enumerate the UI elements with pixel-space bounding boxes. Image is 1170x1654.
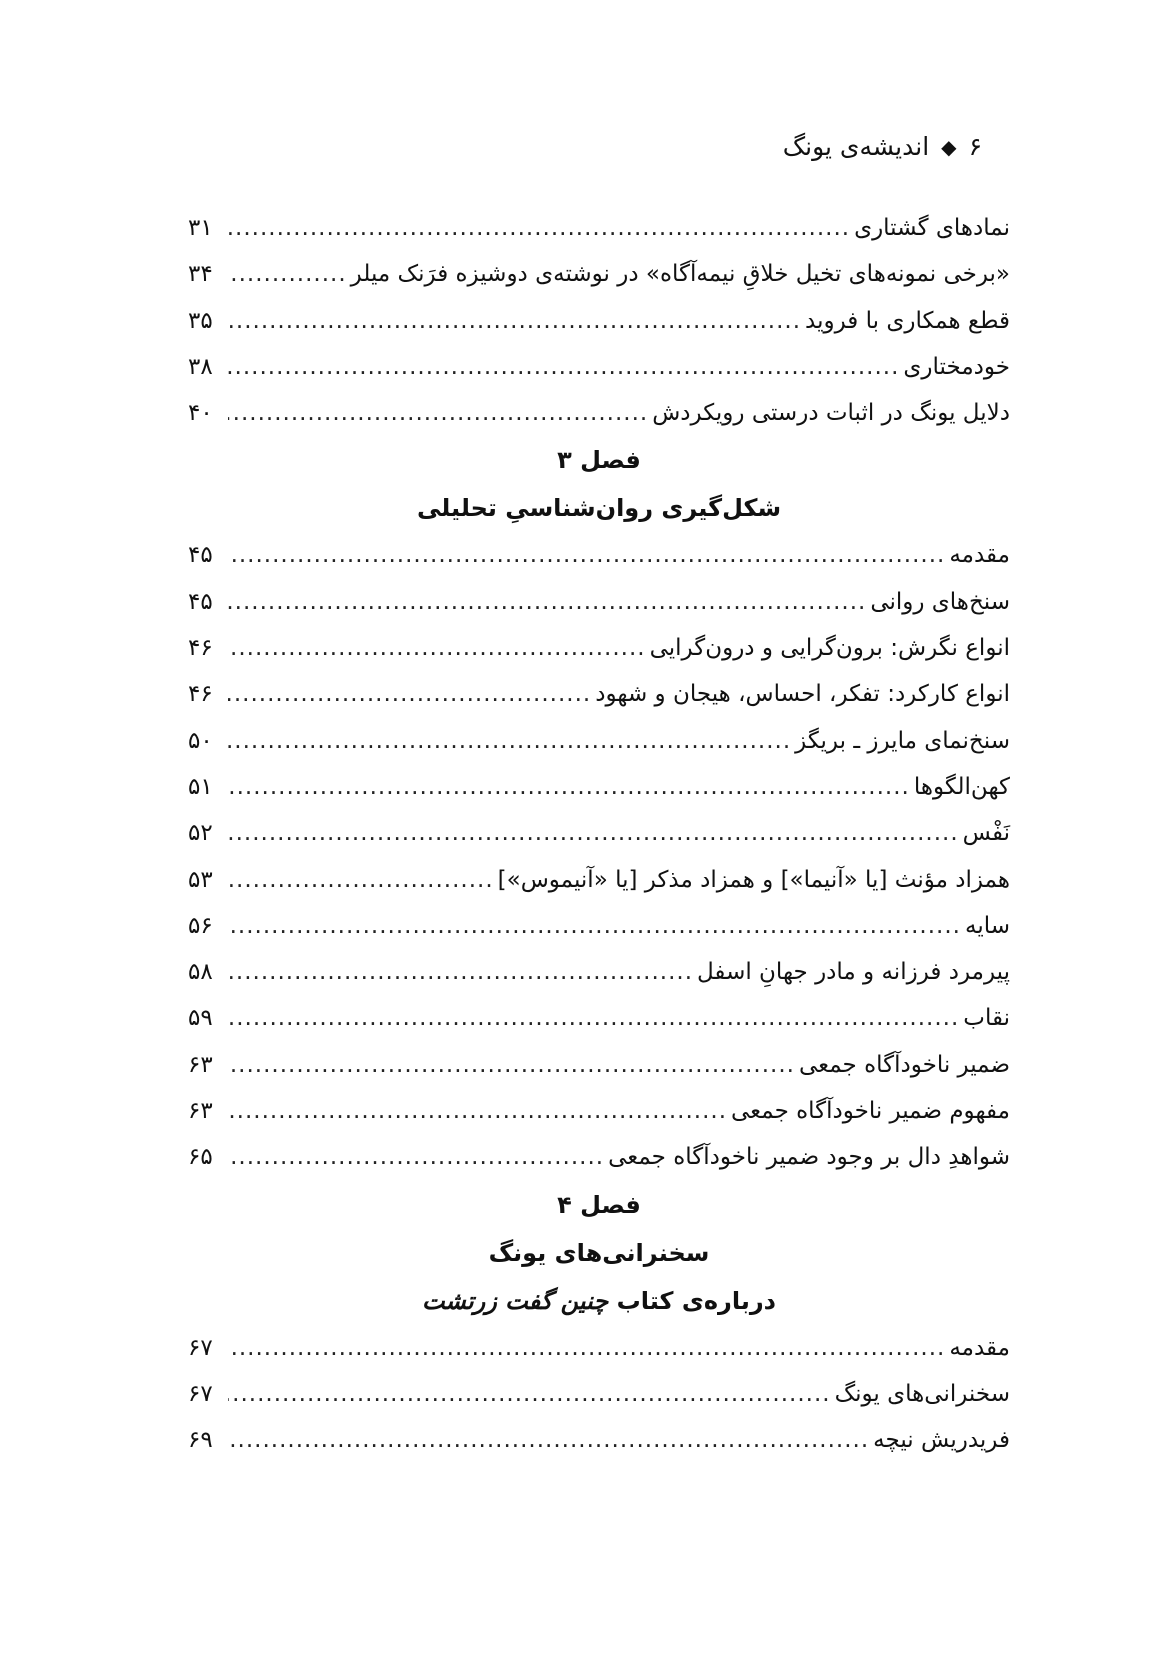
toc-entry [188,251,1010,297]
toc-entry [188,390,1010,436]
toc-entry-page: ۶۳ [188,1051,213,1078]
dot-leader [228,1325,945,1371]
toc-entry-page: ۶۵ [188,1144,213,1171]
toc-entry [188,344,1010,390]
dot-leader [228,718,791,764]
dot-leader [228,1371,831,1417]
toc-entry [188,764,1010,810]
toc-entry [188,298,1010,344]
toc-entry [188,995,1010,1041]
toc-entry-title: شواهدِ دال بر وجود ضمیر ناخودآگاه جمعی [608,1144,1010,1171]
dot-leader [228,949,693,995]
toc-entry [188,625,1010,671]
dot-leader [228,390,648,436]
toc-entry-page: ۳۱ [188,215,213,241]
toc-entry-page: ۶۳ [188,1098,213,1125]
toc-entry-title: نمادهای گشتاری [854,215,1010,241]
toc-entry-title: نَفْس [962,820,1010,847]
toc-entry-title: قطع همکاری با فروید [805,307,1010,334]
toc-entry [188,949,1010,995]
dot-leader [228,251,347,297]
chapter-4-subtitle-prefix: درباره‌ی کتاب [616,1286,776,1315]
dot-leader [228,671,591,717]
toc-entry-title: همزاد مؤنث [یا «آنیما»] و همزاد مذکر [یا «آنیموس»] [497,866,1010,893]
toc-entry [188,857,1010,903]
dot-leader [228,1134,604,1180]
toc-entry-page: ۵۹ [188,1005,213,1032]
toc-entry-title: مفهوم ضمیر ناخودآگاه جمعی [731,1098,1010,1125]
toc-entry [188,1325,1010,1371]
toc-entry [188,810,1010,856]
toc-entry-page: ۴۶ [188,681,213,708]
chapter-3-label: فصل ۳ [557,446,641,475]
toc-entry-page: ۵۱ [188,773,213,800]
toc-entry-page: ۴۰ [188,400,213,427]
toc-entry [188,1088,1010,1134]
chapter-3-title: شکل‌گیری روان‌شناسیِ تحلیلی [416,494,782,523]
toc-entry-page: ۶۷ [188,1380,213,1407]
dot-leader [228,625,646,671]
toc-entry-page: ۴۵ [188,588,213,615]
toc-entry-page: ۳۸ [188,353,213,380]
toc-entry-title: سخنرانی‌های یونگ [834,1380,1010,1407]
toc-entry-page: ۳۵ [188,307,213,334]
dot-leader [228,995,959,1041]
chapter-4-title: سخنرانی‌های یونگ [488,1238,710,1267]
toc-entry-page: ۶۹ [188,1427,213,1454]
toc-entry-page: ۵۶ [188,912,213,939]
toc-entry-title: سایه [964,912,1010,939]
toc-entry-title: «برخی نمونه‌های تخیل خلاقِ نیمه‌آگاه» در نوشته‌ی دوشیزه فرَنک میلر [350,261,1010,288]
chapter-4-subtitle-book: چنین گفت زرتشت [421,1286,609,1315]
toc-entry-page: ۴۶ [188,635,213,662]
toc-entry-title: نقاب [963,1005,1010,1032]
dot-leader [228,810,959,856]
toc-entry [188,579,1010,625]
dot-leader [228,857,494,903]
toc-entry-page: ۳۴ [188,261,213,288]
toc-entry-page: ۵۰ [188,727,213,754]
dot-leader [228,764,910,810]
toc-entry-title: انواع کارکرد: تفکر، احساس، هیجان و شهود [595,681,1010,708]
dot-leader [228,532,945,578]
toc-entry [188,1134,1010,1180]
toc-entry [188,671,1010,717]
dot-leader [228,205,850,251]
dot-leader [228,1417,869,1463]
toc-entry-page: ۵۳ [188,866,213,893]
toc-entry-title: دلایل یونگ در اثبات درستی رویکردش [652,400,1010,427]
chapter-4-label: فصل ۴ [557,1190,641,1219]
toc-entry [188,1371,1010,1417]
toc-entry-page: ۵۸ [188,959,213,986]
dot-leader [228,1088,727,1134]
toc-entry [188,1042,1010,1088]
toc-entry-page: ۶۷ [188,1334,213,1361]
toc-entry-title: خودمختاری [903,353,1010,380]
table-of-contents [188,205,1010,1464]
toc-entry-title: کهن‌الگوها [913,773,1010,800]
toc-entry-page: ۵۲ [188,820,213,847]
dot-leader [228,903,961,949]
dot-leader [228,579,866,625]
book-title: اندیشه‌ی یونگ [782,132,930,161]
toc-entry-title: مقدمه [949,542,1010,569]
toc-entry [188,532,1010,578]
dot-leader [228,344,899,390]
toc-entry [188,718,1010,764]
toc-entry [188,205,1010,251]
toc-entry-title: مقدمه [949,1334,1010,1361]
chapter-4-subtitle [188,1277,1010,1325]
dot-leader [228,1042,795,1088]
toc-entry-title: سنخ‌های روانی [870,588,1010,615]
running-header [783,132,982,161]
page-number: ۶ [968,132,982,161]
toc-entry [188,1417,1010,1463]
dot-leader [228,298,801,344]
toc-entry-title: سنخ‌نمای مایرز ـ بریگز [795,727,1010,754]
toc-entry-page: ۴۵ [188,542,213,569]
toc-entry-title: انواع نگرش: برون‌گرایی و درون‌گرایی [649,635,1010,662]
toc-entry-title: پیرمرد فرزانه و مادر جهانِ اسفل [697,959,1010,986]
diamond-icon: ◆ [941,134,957,159]
toc-entry-title: فریدریش نیچه [873,1427,1010,1454]
toc-entry [188,903,1010,949]
toc-entry-title: ضمیر ناخودآگاه جمعی [798,1051,1010,1078]
